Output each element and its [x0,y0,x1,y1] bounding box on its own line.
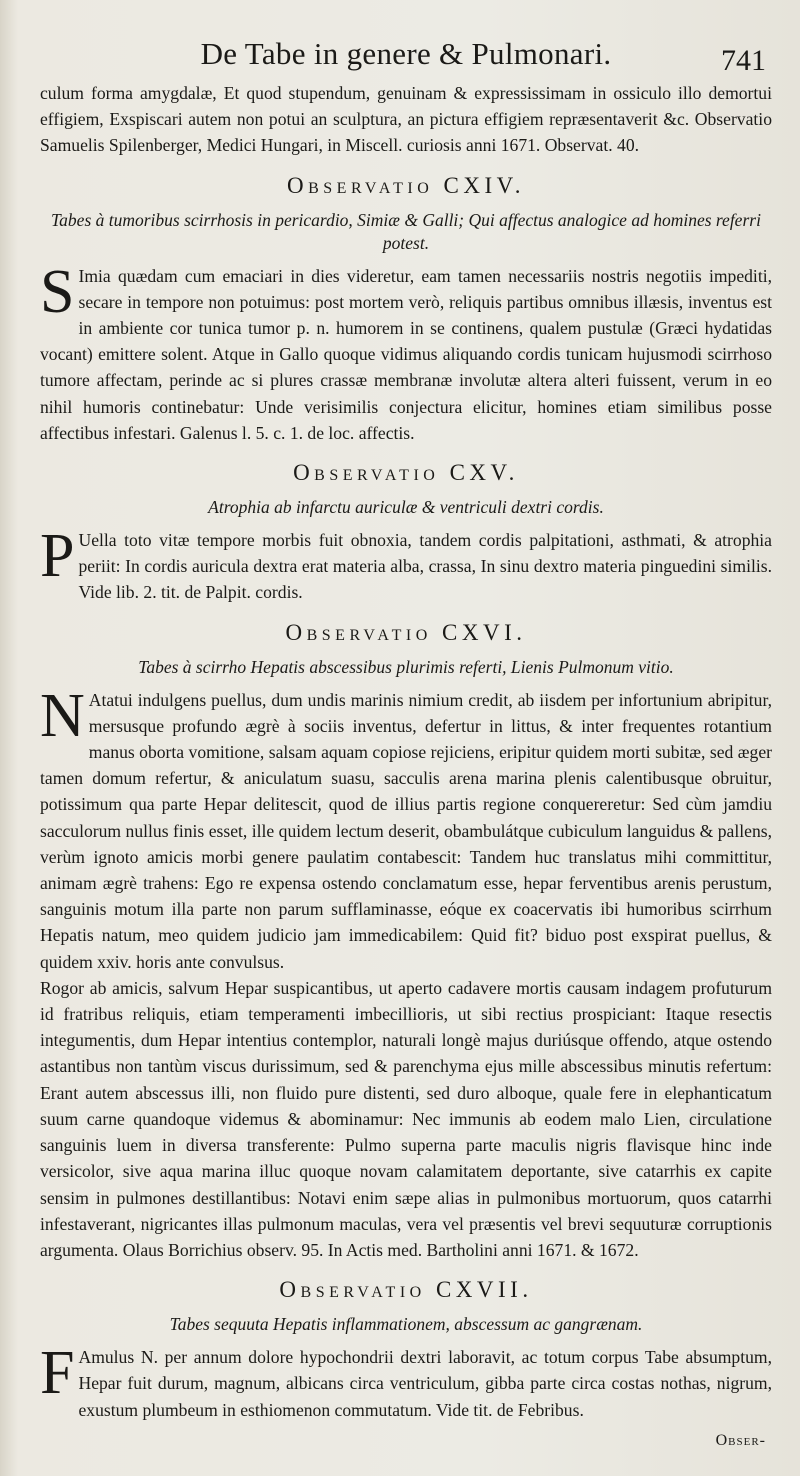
catchword: Obser- [715,1432,766,1449]
observation-subtitle-116: Tabes à scirrho Hepatis abscessibus plurimis referti, Lienis Pulmonum vitio. [138,656,674,677]
observation-heading-116: Observatio CXVI. [285,619,527,645]
drop-cap: N [40,681,85,750]
observation-text: Amulus N. per annum dolore hypochondrii dextri laboravit, ac totum corpus Tabe absumptum, Hepar fuit durum, magnum, albicans circa ventriculum, gibba parte circa costas nothas, nigrum, exustum plumbeum in esthiomenon commutatum. Vide tit. de Febribus. [78,1347,772,1420]
observation-body-114 [40,257,772,446]
observation-body-116 [40,681,772,975]
observation-text: Imia quædam cum emaciari in dies videretur, eam tamen necessariis nostris negotiis impediti, secare in tempore non potuimus: post mortem verò, reliquis partibus omnibus illæsis, inventus est in ambiente cor tunica tumor p. n. humorem in se continens, qualem pustulæ (Græci hydatidas vocant) emittere solent. Atque in Gallo quoque vidimus aliquando cordis tunicam hujusmodi scirrhoso tumore affectam, perinde ac si plures crassæ membranæ involutæ altera alteri fuissent, verum in eo nihil humoris continebatur: Unde verisimilis conjectura elicitur, homines etiam similibus posse affectibus infestari. Galenus l. 5. c. 1. de loc. affectis. [40,265,772,443]
page-title: De Tabe in genere & Pulmonari. [200,36,612,71]
observation-heading-115: Observatio CXV. [293,460,519,486]
page-number: 741 [721,44,766,77]
observation-body-117 [40,1339,772,1423]
intro-paragraph: culum forma amygdalæ, Et quod stupendum, genuinam & expressissimam in ossiculo illo demortui effigiem, Exspiscari autem non potui an sculptura, an pictura effigiem repræsentaverit &c. Observatio Samuelis Spilenberger, Medici Hungari, in Miscell. curiosis anni 1671. Observat. 40. [40,83,772,156]
observation-heading-114: Observatio CXIV. [286,172,526,198]
drop-cap: S [40,257,75,326]
observation-heading-117: Observatio CXVII. [279,1277,533,1303]
drop-cap: P [40,522,75,591]
drop-cap: F [40,1339,75,1408]
observation-text: Atatui indulgens puellus, dum undis marinis nimium credit, ab iisdem per infortunium abripitur, mersusque profundo ægrè à sociis inventus, defertur in littus, & inter frequentes rotantium manus oborta vomitione, salsam aquam copiose rejiciens, eripitur quidem morti subitæ, sed æger tamen domum refertur, & aniculatum suasu, sacculis arena marina plenis calentibusque obruitur, potissimum qua parte Hepar delitescit, quod de illius partis regione conquereretur: Sed cùm jamdiu sacculorum nullus finis esset, ille quidem lectum deserit, obambulátque cubiculum languidus & pallens, verùm ignoto amicis morbi genere paulatim contabescit: Tandem huc translatus mihi committitur, animam ægrè trahens: Ego re expensa ostendo conclamatum esse, hepar ferventibus arenis perustum, sanguinis motum illa parte non parum sufflaminasse, eóque ex coacervatis ibi humoribus scirrhum Hepatis natum, meo quidem judicio jam immedicabilem: Quid fit? biduo post exspirat puellus, & quidem xxiv. horis ante convulsus. [40,689,772,972]
observation-body-116-continued: Rogor ab amicis, salvum Hepar suspicantibus, ut aperto cadavere mortis causam indagem profuturum id fratribus reliquis, etiam temperamenti imbecillioris, ut sibi rectius prospiciant: Itaque resectis integumentis, dum Hepar intentius contemplor, naturali longè majus duriúsque offendo, atque ostendo astantibus non tantùm viscus durissimum, sed & parenchyma ejus mille abscessibus minutis refertum: Erant autem abscessus illi, non fluido pure distenti, sed duro alboque, quale fere in elephanticatum suum carne quandoque videmus & abominamur: Nec immunis ab eodem malo Lien, circulatione sanguinis luem in diversa transferente: Pulmo superna parte maculis nigris flavisque hinc inde versicolor, sive aqua marina illuc quoque novam calamitatem deportante, sive catarrhis ex capite sensim in pulmones destillantibus: Notavi enim sæpe alias in pulmonibus mortuorum, quos catarrhi infestaverant, nigricantes illas pulmonum maculas, vera vel præsentis vel brevi sequuturæ corruptionis argumenta. Olaus Borrichius observ. 95. In Actis med. Bartholini anni 1671. & 1672. [40,977,772,1260]
observation-text: Uella toto vitæ tempore morbis fuit obnoxia, tandem cordis palpitationi, asthmati, & atrophia periit: In cordis auricula dextra erat materia alba, crassa, In sinu dextro materia pinguedini similis. Vide lib. 2. tit. de Palpit. cordis. [78,530,772,603]
observation-body-115 [40,522,772,606]
running-head [40,36,772,80]
observation-subtitle-115: Atrophia ab infarctu auriculæ & ventriculi dextri cordis. [208,497,604,518]
observation-subtitle-114: Tabes à tumoribus scirrhosis in pericardio, Simiæ & Galli; Qui affectus analogice ad homines referri potest. [51,209,761,253]
observation-subtitle-117: Tabes sequuta Hepatis inflammationem, abscessum ac gangrænam. [169,1314,643,1335]
